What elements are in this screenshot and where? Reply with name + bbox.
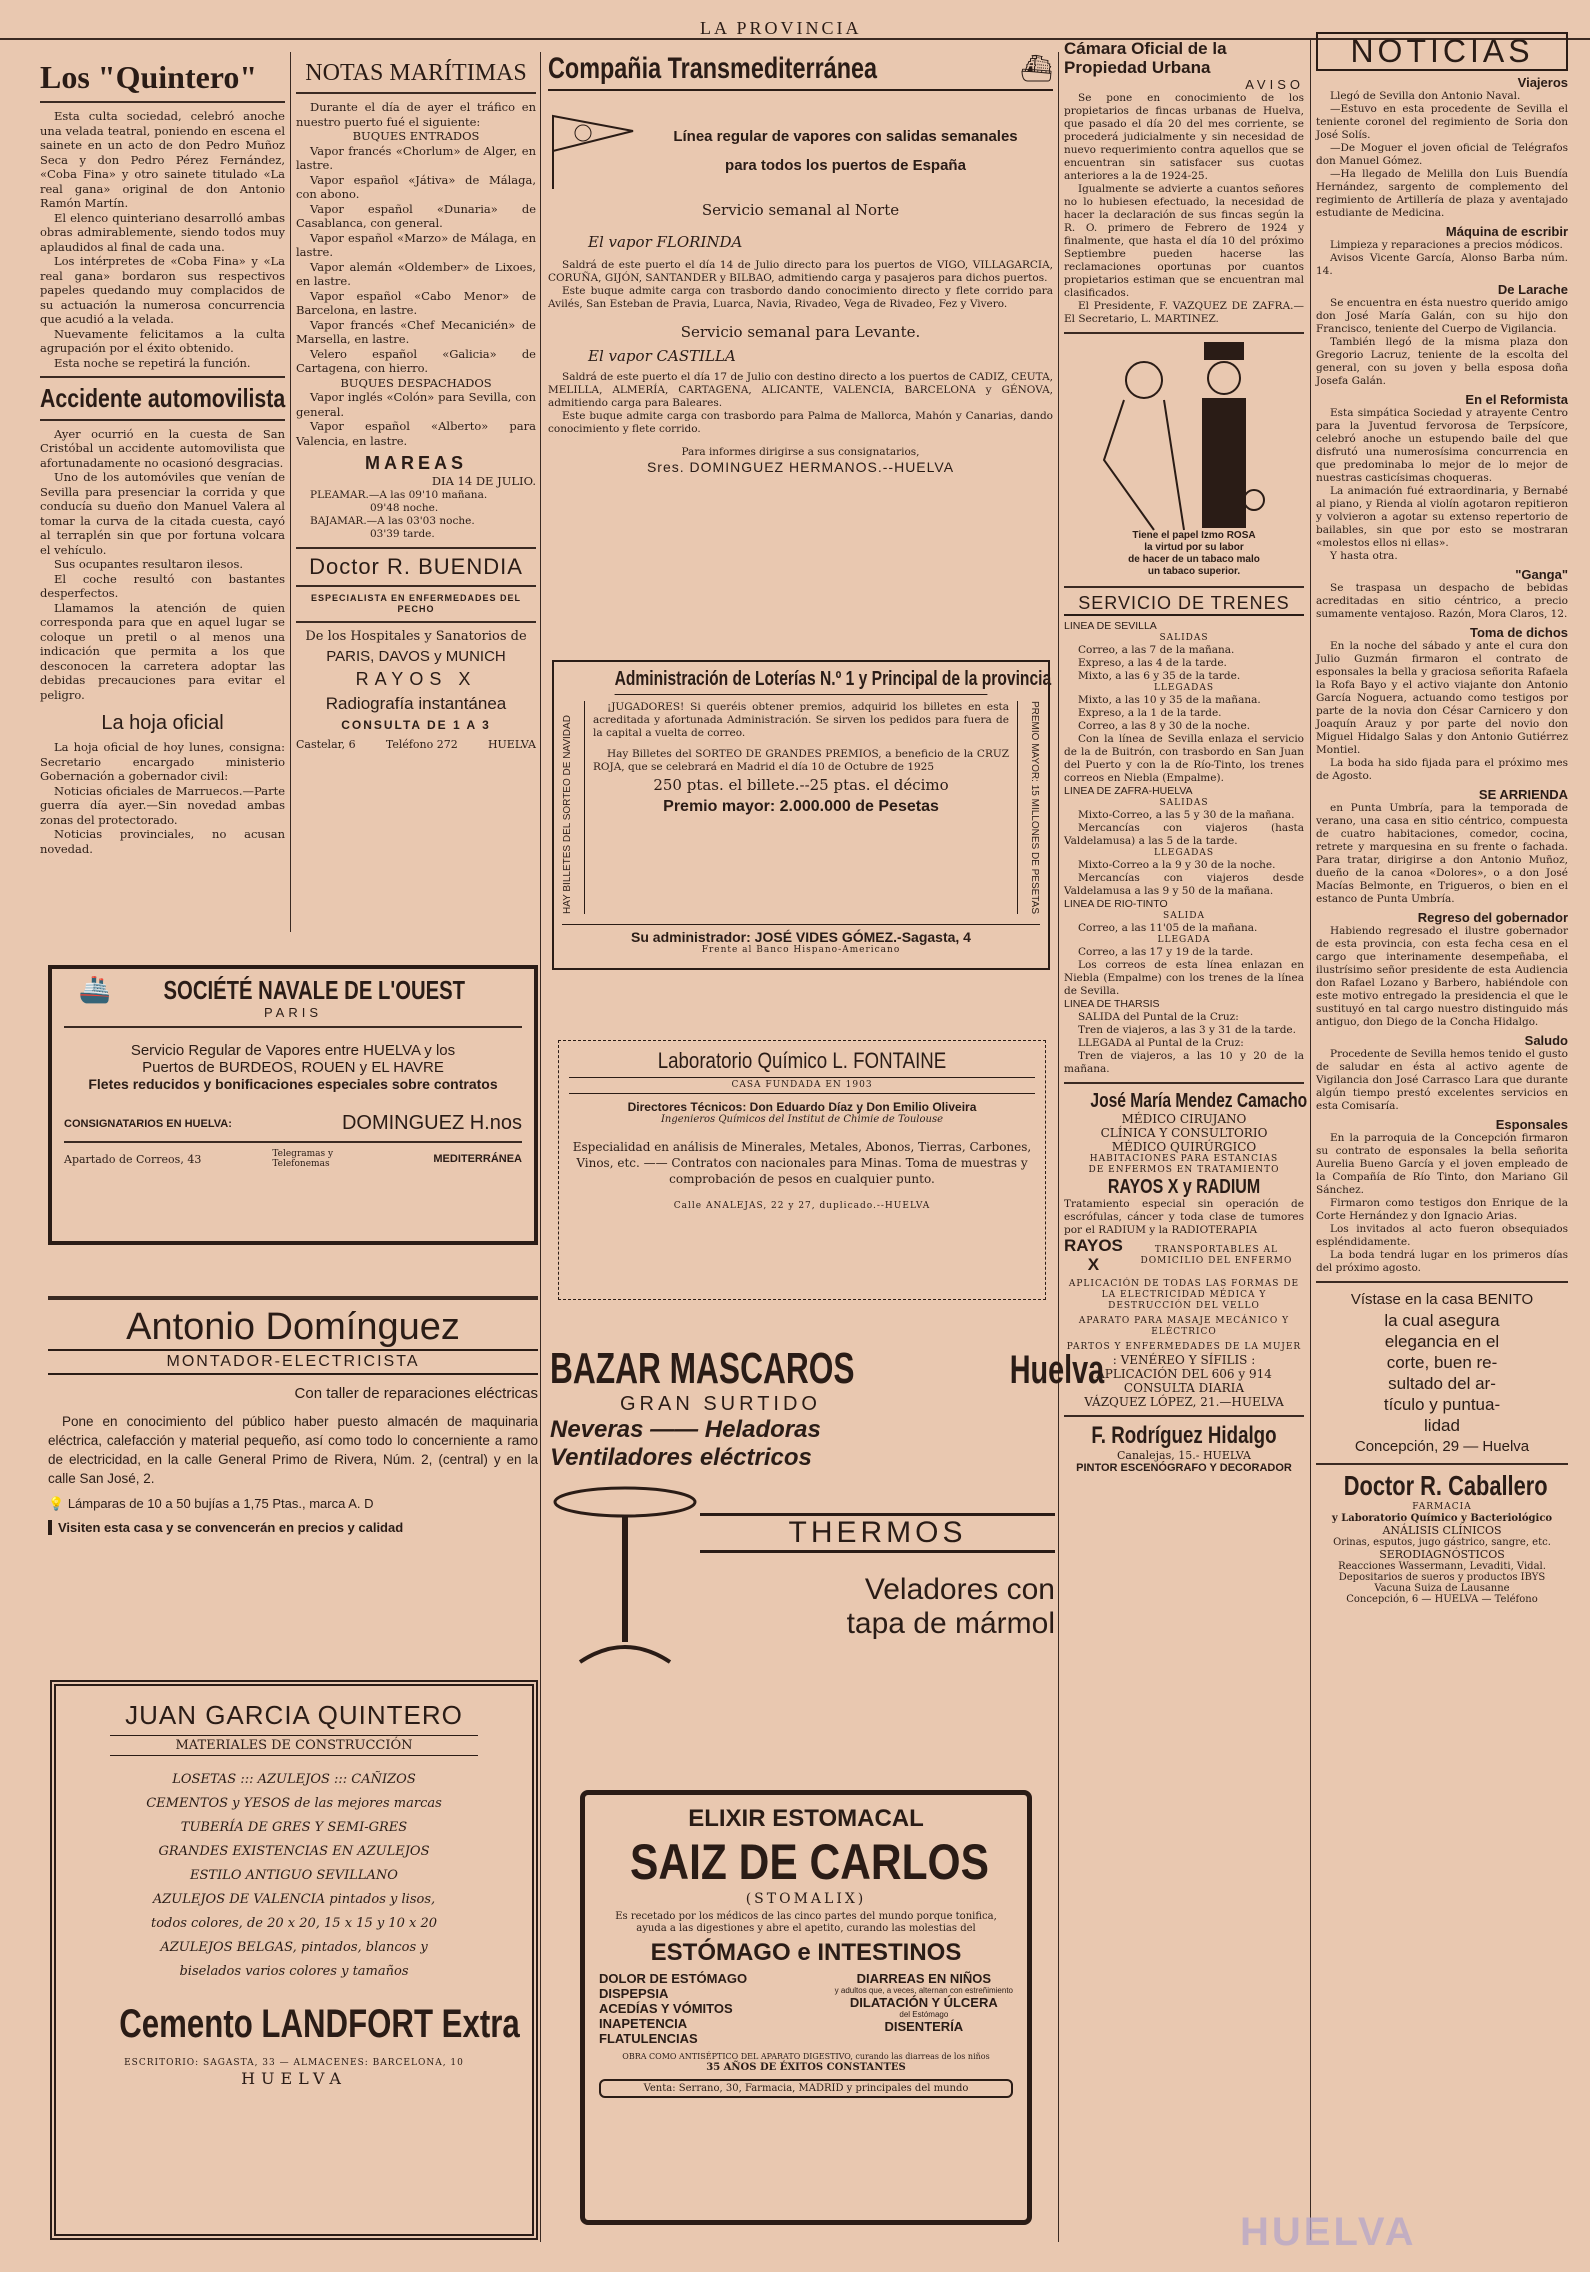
loteria-side-left: HAY BILLETES DEL SORTEO DE NAVIDAD bbox=[562, 715, 573, 915]
saiz-text: Es recetado por los médicos de las cinco partes del mundo porque tonifica, ayuda a las digestiones y abre el apetito, curando las molestias del bbox=[615, 1911, 997, 1934]
despachado-item: Vapor español «Alberto» para Valencia, en lastre. bbox=[296, 419, 536, 448]
navale-line: Puertos de BURDEOS, ROUEN y EL HAVRE bbox=[142, 1059, 444, 1076]
table-icon bbox=[550, 1482, 700, 1672]
trenes-line-heading: LINEA DE RIO-TINTO bbox=[1064, 898, 1168, 911]
news-paragraph: En la parroquia de la Concepción firmaron su contrato de esponsales la bella señorita Aurelia Bueno García y el joven empleado de la Compañía de Río Tinto, don Mariano Gil Sánchez. bbox=[1316, 1132, 1568, 1197]
navale-cons-label: CONSIGNATARIOS EN HUELVA: bbox=[64, 1117, 232, 1130]
saiz-symptom: ACEDÍAS Y VÓMITOS bbox=[599, 2001, 733, 2016]
saiz-symptom: del Estómago bbox=[899, 2010, 949, 2019]
company-flag-icon bbox=[548, 111, 638, 191]
hidalgo-addr: Canalejas, 15.- HUELVA bbox=[1117, 1448, 1251, 1462]
camara-text: Igualmente se advierte a cuantos señores no lo hubiesen efectuado, la necesidad de hacer la declaración de sus fincas según la R. O. primero de Febrero de 1924 y finalmente, que hasta el día 10 del próximo Septiembre pueden hacerse las reclamaciones oportunas por cuantos propietarios estiman que se encuentran mal clasificados. bbox=[1064, 183, 1304, 300]
saiz-symptom: y adultos que, a veces, alternan con estreñimiento bbox=[834, 1986, 1013, 1995]
column-rule bbox=[1058, 52, 1059, 2242]
camara-text: Se pone en conocimiento de los propietarios de fincas urbanas de Huelva, que pasado el día 20 del mes corriente, se procederá judicialmente y sin necesidad de nuevo requerimiento contra aquellos que se encuentran sin satisfacer sus cuotas anteriores a la de 1924-25. bbox=[1064, 92, 1304, 183]
divider bbox=[1064, 332, 1304, 334]
entrado-item: Vapor español «Játiva» de Málaga, con abono. bbox=[296, 172, 536, 202]
trenes-llegadas: LLEGADAS bbox=[1153, 848, 1215, 859]
accidente-paragraph: El coche resultó con bastantes desperfectos. bbox=[40, 571, 285, 601]
tm-vessel-text: Este buque admite carga con trasbordo dando conocimiento directo y flete corrido para Avilés, San Esteban de Pravia, Luarca, Navia, Rivadeo, Vega de Rivadeo, Fez y Vivero. bbox=[548, 285, 1053, 310]
mendez-rayos: RAYOS X y RADIUM bbox=[1107, 1176, 1261, 1199]
buendia-line: PARIS, DAVOS y MUNICH bbox=[326, 647, 506, 665]
loteria-premio: Premio mayor: 2.000.000 de Pesetas bbox=[663, 798, 939, 815]
saiz-symptom: DILATACIÓN Y ÚLCERA bbox=[849, 1995, 998, 2010]
divider bbox=[48, 1296, 538, 1300]
divider bbox=[1316, 1463, 1568, 1465]
navale-title: SOCIÉTÉ NAVALE DE L'OUEST bbox=[163, 974, 465, 1005]
caballero-ad bbox=[1316, 1471, 1568, 1605]
trenes-line-heading: LINEA DE SEVILLA bbox=[1064, 620, 1157, 633]
fontaine-title: Laboratorio Químico L. FONTAINE bbox=[657, 1048, 947, 1073]
benito-line: elegancia en el bbox=[1384, 1332, 1500, 1352]
dominguez-text: Pone en conocimiento del público haber puesto almacén de maquinaria eléctrica, calefacción y material pequeño, así como todo lo concerniente a ramo de electricidad, en la calle General Primo de Rivera, Núm. 2, (central) y en la calle San José, 2. bbox=[48, 1414, 538, 1486]
quintero-paragraph: Nuevamente felicitamos a la culta agrupación por el éxito obtenido. bbox=[40, 326, 285, 356]
news-paragraph: Esta simpática Sociedad y atrayente Centro para la Juventud fervorosa de Terpsícore, celebró anoche un estupendo baile del que disfrutó una numerosísima concurrencia en que predominaba lo mejor de lo mejor de nuestras casticísimas choqueras. bbox=[1316, 407, 1568, 485]
section-heading: Esponsales bbox=[1495, 1117, 1568, 1133]
navale-apartado: Apartado de Correos, 43 bbox=[64, 1152, 202, 1166]
news-paragraph: También llegó de la misma plaza don Gregorio Lacruz, teniente de la escolta del general, con su joven y bella esposa doña Josefa Galán. bbox=[1316, 336, 1568, 388]
mendez-line: TRANSPORTABLES AL DOMICILIO DEL ENFERMO bbox=[1140, 1244, 1293, 1266]
saiz-symptom: INAPETENCIA bbox=[599, 2016, 688, 2031]
jgq-line: CEMENTOS y YESOS de las mejores marcas bbox=[146, 1796, 442, 1811]
column-5 bbox=[1316, 32, 1568, 2242]
news-paragraph: Habiendo regresado el ilustre gobernador de esta provincia, con esta fecha cesa en el cargo que interinamente desempeñaba, el ilustrísimo señor presidente de esta Audiencia don Rafael Lozano y Barbero, habiéndole con este motivo entregado la presidencia el que le sustituyó en tal cargo nuestro distinguido más antiguo, don Diego de la Concha Hidalgo. bbox=[1316, 925, 1568, 1029]
jgq-name: JUAN GARCIA QUINTERO bbox=[125, 1700, 463, 1730]
section-heading: Máquina de escribir bbox=[1445, 224, 1568, 240]
caballero-line: y Laboratorio Químico y Bacteriológico bbox=[1331, 1512, 1553, 1524]
divider bbox=[1064, 1082, 1304, 1084]
tren-item: LLEGADA al Puntal de la Cruz: bbox=[1078, 1037, 1244, 1050]
fontaine-ad bbox=[558, 1040, 1046, 1300]
transmediterranea-ad bbox=[548, 52, 1053, 652]
tren-item: Los correos de esta línea enlazan en Niebla (Empalme) con los trenes de la línea de Sevilla. bbox=[1064, 959, 1304, 998]
news-paragraph: Los invitados al acto fueron obsequiados espléndidamente. bbox=[1316, 1223, 1568, 1249]
news-paragraph: —De Moguer el joven oficial de Telégrafos don Manuel Gómez. bbox=[1316, 142, 1568, 168]
tren-item: Correo, a las 17 y 19 de la tarde. bbox=[1078, 946, 1254, 959]
loteria-text: Hay Billetes del SORTEO DE GRANDES PREMIOS, a beneficio de la CRUZ ROJA, que se celebrará en Madrid el día 10 de Octubre de 1925 bbox=[593, 748, 1009, 773]
tren-item: Expreso, a las 4 de la tarde. bbox=[1078, 657, 1227, 670]
bazar-line: Neveras —— Heladoras bbox=[550, 1416, 821, 1444]
bazar-line: Ventiladores eléctricos bbox=[550, 1444, 812, 1472]
news-paragraph: La boda ha sido fijada para el próximo mes de Agosto. bbox=[1316, 757, 1568, 783]
mendez-line: APARATO PARA MASAJE MECÁNICO Y ELÉCTRICO bbox=[1078, 1315, 1290, 1337]
news-paragraph: Se traspasa un despacho de bebidas acreditadas en sitio céntrico, a precio sumamente ventajoso. Razón, Mora Claros, 12. bbox=[1316, 582, 1568, 621]
saiz-symptom: DISENTERÍA bbox=[884, 2019, 964, 2034]
section-heading: "Ganga" bbox=[1515, 567, 1568, 583]
news-paragraph: En la noche del sábado y ante el cura don Julio Guzmán firmaron el contrato de esponsales la bella y graciosa señorita Rafaela la Rofa Bayo y el activo viajante don Antonio García Noguera, actuando como testigos por parte de la novia don César Carnicero y don Joaquín Arauz y por parte del novio don Miguel Hidalgo Salas y don Antonio Gutiérrez Montiel. bbox=[1316, 640, 1568, 757]
tm-levante: Servicio semanal para Levante. bbox=[680, 323, 921, 341]
quintero-title: Los "Quintero" bbox=[40, 59, 258, 95]
navale-med: MEDITERRÁNEA bbox=[433, 1153, 522, 1165]
mendez-rayos-x: RAYOS X bbox=[1064, 1236, 1123, 1274]
fontaine-dir: Directores Técnicos: Don Eduardo Díaz y Don Emilio Oliveira bbox=[627, 1100, 977, 1115]
bazar-veladores: tapa de mármol bbox=[846, 1607, 1055, 1641]
news-paragraph: Se encuentra en ésta nuestro querido amigo don José María Galán, con su hijo don Francisco, teniente del Cuerpo de Vigilancia. bbox=[1316, 297, 1568, 336]
loteria-side-right: PREMIO MAYOR: 15 MILLONES DE PESETAS bbox=[1029, 701, 1040, 915]
caballero-line: Vacuna Suiza de Lausanne bbox=[1374, 1582, 1510, 1594]
hoja-paragraph: Noticias provinciales, no acusan novedad. bbox=[40, 827, 285, 856]
entrado-item: Vapor español «Cabo Menor» de Barcelona, en lastre. bbox=[296, 288, 536, 318]
tren-item: SALIDA del Puntal de la Cruz: bbox=[1078, 1011, 1239, 1024]
section-heading: Regreso del gobernador bbox=[1417, 910, 1568, 926]
jgq-cemento: Cemento LANDFORT Extra bbox=[119, 2002, 520, 2046]
hidalgo-trade: PINTOR ESCENÓGRAFO Y DECORADOR bbox=[1076, 1461, 1292, 1474]
benito-line: corte, buen re- bbox=[1386, 1353, 1498, 1373]
jgq-line: biselados varios colores y tamaños bbox=[179, 1964, 409, 1979]
camara-firma: El Presidente, F. VAZQUEZ DE ZAFRA.—El Secretario, L. MARTINEZ. bbox=[1064, 300, 1304, 326]
news-paragraph: La animación fué extraordinaria, y Bernabé al piano, y Rienda al violín agotaron repitieron y volvieron a agotar su extenso repertorio de bailables, sin que por esto se mostraran «molestos ellos ni ellas». bbox=[1316, 485, 1568, 550]
jgq-city: HUELVA bbox=[241, 2069, 347, 2088]
smoking-men-illustration bbox=[1084, 340, 1284, 530]
buendia-line: CONSULTA DE 1 A 3 bbox=[341, 717, 491, 732]
mareas-date: DIA 14 DE JULIO. bbox=[431, 474, 536, 489]
divider bbox=[296, 585, 536, 587]
section-heading: En el Reformista bbox=[1465, 392, 1568, 408]
news-paragraph: Limpieza y reparaciones a precios módicos. bbox=[1330, 239, 1563, 252]
camara-aviso: AVISO bbox=[1245, 77, 1304, 93]
entrado-item: Vapor francés «Chef Mecanicién» de Marsella, en lastre. bbox=[296, 317, 536, 347]
saiz-ad bbox=[580, 1790, 1032, 2225]
rosa-line: la virtud por su labor bbox=[1144, 542, 1244, 554]
hoja-paragraph: La hoja oficial de hoy lunes, consigna: Secretario encargado ministerio Gobernación a gobernador civil: bbox=[40, 740, 285, 784]
saiz-symptom: DOLOR DE ESTÓMAGO bbox=[599, 1971, 748, 1986]
entrado-item: Velero español «Galicia» de Cartagena, con hierro. bbox=[296, 346, 536, 376]
divider bbox=[40, 376, 285, 378]
jgq-line: TUBERÍA DE GRES Y SEMI-GRES bbox=[180, 1820, 408, 1835]
bazar-name: BAZAR MASCAROS bbox=[550, 1344, 855, 1393]
jgq-line: AZULEJOS BELGAS, pintados, blancos y bbox=[160, 1940, 428, 1955]
mendez-line: DE ENFERMOS EN TRATAMIENTO bbox=[1088, 1165, 1280, 1176]
tm-norte: Servicio semanal al Norte bbox=[701, 201, 900, 219]
divider bbox=[64, 1141, 522, 1143]
caballero-name: Doctor R. Caballero bbox=[1343, 1470, 1548, 1502]
jgq-line: ESTILO ANTIGUO SEVILLANO bbox=[190, 1868, 398, 1883]
mendez-line: CONSULTA DIARIA bbox=[1123, 1380, 1245, 1395]
tren-item: Mixto, a las 6 y 35 de la tarde. bbox=[1078, 670, 1241, 683]
buendia-address: Castelar, 6 bbox=[296, 737, 356, 751]
benito-line: la cual asegura bbox=[1384, 1311, 1500, 1331]
saiz-symptom: DIARREAS EN NIÑOS bbox=[856, 1971, 992, 1986]
news-paragraph: en Punta Umbría, para la temporada de verano, una casa en sitio céntrico, compuesta de cuatro habitaciones, comedor, cocina, retrete y marquesina en su frente o fachada. Para tratar, dirigirse a don Antonio Muñoz, dueño de la canoa «Dolores», o a don José Macías Belmonte, en Trigueros, o bien en el estanco de Punta Umbría. bbox=[1316, 802, 1568, 906]
trenes-title: SERVICIO DE TRENES bbox=[1064, 594, 1304, 616]
entrados-heading: BUQUES ENTRADOS bbox=[352, 129, 480, 144]
accidente-title: Accidente automovilista bbox=[40, 383, 286, 414]
loteria-frente: Frente al Banco Hispano-Americano bbox=[701, 945, 901, 956]
entrado-item: Vapor alemán «Oldember» de Lixoes, en lastre. bbox=[296, 259, 536, 289]
fontaine-esp: Especialidad en análisis de Minerales, Metales, Abonos, Tierras, Carbones, Vinos, etc. —— Contratos con nacionales para Minas. Toma de muestras y comprobación de pesos en cualquier punto. bbox=[572, 1140, 1032, 1187]
benito-line: Concepción, 29 — Huelva bbox=[1354, 1438, 1530, 1456]
divider bbox=[1064, 586, 1304, 588]
column-4 bbox=[1064, 39, 1308, 2240]
trenes-salida: SALIDA bbox=[1163, 911, 1205, 922]
mareas-heading: MAREAS bbox=[364, 453, 467, 474]
navale-line: Fletes reducidos y bonificaciones especiales sobre contratos bbox=[88, 1076, 498, 1092]
accidente-paragraph: Sus ocupantes resultaron ilesos. bbox=[54, 557, 244, 572]
saiz-symptom: FLATULENCIAS bbox=[599, 2031, 698, 2046]
mendez-line: CLÍNICA Y CONSULTORIO bbox=[1100, 1126, 1268, 1141]
navale-city: PARIS bbox=[263, 1005, 323, 1020]
divider bbox=[296, 547, 536, 549]
lamp-icon: 💡 bbox=[48, 1496, 68, 1511]
caballero-line: Depositarios de sueros y productos IBYS bbox=[1338, 1571, 1546, 1583]
news-paragraph: —Estuvo en esta procedente de Sevilla el teniente coronel del regimiento de Soria don José Solís. bbox=[1316, 103, 1568, 142]
divider bbox=[40, 419, 285, 421]
camara-title: Cámara Oficial de la Propiedad Urbana bbox=[1064, 39, 1227, 77]
divider bbox=[64, 1026, 522, 1028]
tren-item: Mixto-Correo a la 9 y 30 de la noche. bbox=[1078, 859, 1276, 872]
rosa-line: Tiene el papel Izmo ROSA bbox=[1132, 530, 1256, 542]
entrado-item: Vapor español «Marzo» de Málaga, en lastre. bbox=[296, 230, 536, 260]
benito-line: lidad bbox=[1424, 1416, 1460, 1436]
buendia-ad bbox=[296, 555, 536, 751]
hidalgo-name: F. Rodríguez Hidalgo bbox=[1091, 1421, 1277, 1449]
jgq-line: todos colores, de 20 x 20, 15 x 15 y 10 x 20 bbox=[151, 1916, 437, 1931]
tm-vessel-2: El vapor CASTILLA bbox=[588, 347, 736, 365]
bazar-city: Huelva bbox=[1009, 1348, 1105, 1392]
column-rule bbox=[540, 52, 541, 2242]
mendez-line: MÉDICO QUIRÚRGICO bbox=[1111, 1140, 1257, 1155]
entrado-item: Vapor francés «Chorlum» de Alger, en lastre. bbox=[296, 143, 536, 173]
saiz-venta: Venta: Serrano, 30, Farmacia, MADRID y principales del mundo bbox=[599, 2079, 1013, 2098]
navale-tel: Telegramas y Telefonemas bbox=[272, 1149, 334, 1169]
news-paragraph: Llegó de Sevilla don Antonio Naval. bbox=[1330, 90, 1521, 103]
saiz-line: ELIXIR ESTOMACAL bbox=[688, 1805, 924, 1832]
tren-item: Expreso, a la 1 de la tarde. bbox=[1078, 707, 1222, 720]
saiz-brand: SAIZ DE CARLOS bbox=[630, 1834, 989, 1890]
loteria-text: ¡JUGADORES! Si queréis obtener premios, adquirid los billetes en esta acreditada y afortunada Administración. Se sirven los pedidos para fuera de la capital a vuelta de correo. bbox=[593, 701, 1009, 739]
mendez-ad bbox=[1064, 1090, 1308, 1409]
caballero-line: SERODIAGNÓSTICOS bbox=[1379, 1547, 1505, 1561]
quintero-materiales-ad bbox=[50, 1680, 538, 2240]
tren-item: Mixto, a las 10 y 35 de la mañana. bbox=[1078, 694, 1261, 707]
tren-item: Tren de viajeros, a las 10 y 20 de la mañana. bbox=[1064, 1050, 1304, 1076]
saiz-symptom: DISPEPSIA bbox=[599, 1986, 669, 2001]
jgq-escritorio: ESCRITORIO: SAGASTA, 33 — ALMACENES: BARCELONA, 10 bbox=[124, 2058, 464, 2068]
buendia-name: Doctor R. BUENDIA bbox=[309, 553, 523, 579]
quintero-paragraph: Esta culta sociedad, celebró anoche una velada teatral, poniendo en escena el sainete en un acto de don Pedro Muñoz Seca y don Pedro Pérez Fernández, «Coba Fina» y otro sainete titulado «La real gana» original de don Antonio Ramón Martín. bbox=[40, 109, 285, 211]
column-rule bbox=[290, 52, 291, 932]
buendia-phone: Teléfono 272 bbox=[385, 737, 458, 751]
despachado-item: Vapor inglés «Colón» para Sevilla, con general. bbox=[296, 390, 536, 419]
section-heading: SE ARRIENDA bbox=[1478, 787, 1568, 803]
saiz-line: (STOMALIX) bbox=[745, 1891, 867, 1907]
section-heading: Saludo bbox=[1524, 1033, 1568, 1049]
hoja-title: La hoja oficial bbox=[101, 712, 224, 735]
caballero-line: Reacciones Wassermann, Levaditi, Vidal. bbox=[1338, 1560, 1546, 1572]
bazar-ad bbox=[550, 1344, 1105, 1745]
divider bbox=[1064, 1415, 1304, 1417]
dominguez-lamp bbox=[48, 1496, 538, 1512]
jgq-line: AZULEJOS DE VALENCIA pintados y lisos, bbox=[152, 1892, 436, 1907]
news-paragraph: Y hasta otra. bbox=[1330, 550, 1398, 563]
loteria-admin: Su administrador: JOSÉ VIDES GÓMEZ.-Sagasta, 4 bbox=[562, 924, 1040, 945]
mendez-line: APLICACIÓN DE TODAS LAS FORMAS DE LA ELECTRICIDAD MÉDICA Y DESTRUCCIÓN DEL VELLO bbox=[1068, 1278, 1300, 1311]
mendez-line: Tratamiento especial sin operación de escrófulas, cáncer y toda clase de tumores por el RADIUM y la RADIOTERAPIA bbox=[1064, 1198, 1304, 1237]
buendia-spec: ESPECIALISTA EN ENFERMEDADES DEL PECHO bbox=[310, 592, 522, 614]
divider bbox=[296, 92, 536, 94]
tren-item: Correo, a las 11'05 de la mañana. bbox=[1078, 922, 1258, 935]
steamship-icon: 🚢 bbox=[78, 975, 111, 1005]
tren-item: Con la línea de Sevilla enlaza el servicio de la de Buitrón, con trasbordo en San Juan del Puerto y con la de Río-Tinto, los trenes correos en Niebla (Empalme). bbox=[1064, 733, 1304, 785]
fontaine-addr: Calle ANALEJAS, 22 y 27, duplicado.--HUELVA bbox=[673, 1201, 931, 1212]
column-1 bbox=[40, 60, 285, 930]
loteria-ad bbox=[552, 660, 1050, 970]
mendez-line: APLICACIÓN DEL 606 y 914 bbox=[1096, 1366, 1272, 1381]
dominguez-role: MONTADOR-ELECTRICISTA bbox=[48, 1349, 538, 1375]
navale-ad bbox=[48, 965, 538, 1245]
dominguez-ad bbox=[48, 1290, 538, 1620]
bajamar: BAJAMAR.—A las 03'03 noche. bbox=[310, 514, 475, 527]
trenes-salidas: SALIDAS bbox=[1159, 633, 1209, 644]
caballero-line: ANÁLISIS CLÍNICOS bbox=[1382, 1523, 1502, 1537]
divider bbox=[40, 101, 285, 103]
tm-consignatarios: Sres. DOMINGUEZ HERMANOS.--HUELVA bbox=[646, 459, 955, 475]
buendia-city: HUELVA bbox=[487, 737, 536, 751]
tren-item: Mercancías con viajeros (hasta Valdelamusa) a las 5 de la tarde. bbox=[1064, 822, 1304, 848]
fontaine-casa: CASA FUNDADA EN 1903 bbox=[569, 1077, 1035, 1094]
divider bbox=[1316, 1281, 1568, 1283]
tm-vessel-1: El vapor FLORINDA bbox=[588, 233, 743, 251]
bazar-thermos: THERMOS bbox=[700, 1513, 1055, 1553]
tren-item: Mixto-Correo, a las 5 y 30 de la mañana. bbox=[1078, 809, 1295, 822]
benito-line: Vístase en la casa BENITO bbox=[1350, 1291, 1534, 1309]
notas-title: NOTAS MARÍTIMAS bbox=[305, 60, 527, 86]
jgq-list bbox=[70, 1768, 518, 1984]
tm-vessel-text: Saldrá de este puerto el día 17 de Julio con destino directo a los puertos de CADIZ, CEUTA, MELILLA, ALMERÍA, CARTAGENA, ALICANTE, VALENCIA, BARCELONA y GÉNOVA, admitiendo carga para Baleares. bbox=[548, 371, 1053, 409]
navale-cons: DOMINGUEZ H.nos bbox=[341, 1112, 522, 1134]
mendez-line: : VENÉREO Y SÍFILIS : bbox=[1112, 1352, 1256, 1367]
accidente-paragraph: Ayer ocurrió en la cuesta de San Cristóbal un accidente automovilista que afortunadamente no ocasionó desgracias. bbox=[40, 426, 285, 470]
tm-informes: Para informes dirigirse a sus consignatarios, bbox=[681, 446, 920, 458]
news-paragraph: Firmaron como testigos don Enrique de la Corte Hernández y don Ignacio Arias. bbox=[1316, 1197, 1568, 1223]
divider bbox=[296, 621, 536, 623]
section-heading: Viajeros bbox=[1517, 75, 1568, 91]
section-heading: Toma de dichos bbox=[1470, 625, 1568, 641]
loteria-price: 250 ptas. el billete.--25 ptas. el décimo bbox=[653, 776, 949, 794]
dominguez-visit: Visiten esta casa y se convencerán en precios y calidad bbox=[48, 1520, 538, 1535]
column-2 bbox=[296, 60, 536, 930]
news-paragraph: Procedente de Sevilla hemos tenido el gusto de saludar en ésta al activo agente de Vigilancia don José Carrasco Lara que durante algún tiempo prestó excelentes servicios en esta Comisaría. bbox=[1316, 1048, 1568, 1113]
steamship-icon: ⛴ bbox=[1019, 53, 1053, 84]
accidente-paragraph: Llamamos la atención de quien corresponda para que en aquel lugar se coloque un pretil o al menos una indicación que permita a los que desconocen la carretera adoptar las debidas precauciones para evitar el peligro. bbox=[40, 600, 285, 702]
tren-item: Mercancías con viajeros desde Valdelamusa a las 9 y 50 de la mañana. bbox=[1064, 872, 1304, 898]
rosa-line: un tabaco superior. bbox=[1147, 566, 1241, 578]
despachados-heading: BUQUES DESPACHADOS bbox=[340, 375, 492, 390]
jgq-line: LOSETAS ::: AZULEJOS ::: CAÑIZOS bbox=[172, 1772, 416, 1787]
tren-item: Tren de viajeros, a las 3 y 31 de la tarde. bbox=[1078, 1024, 1296, 1037]
accidente-paragraph: Uno de los automóviles que venían de Sevilla para presenciar la corrida y que conducía su dueño don Manuel Valera al tomar la curva de la citada cuesta, cayó al terraplén sin que por fortuna volcara el vehículo. bbox=[40, 470, 285, 557]
notas-intro: Durante el día de ayer el tráfico en nuestro puerto fué el siguiente: bbox=[296, 100, 536, 129]
caballero-line: Orinas, esputos, jugo gástrico, sangre, etc. bbox=[1333, 1536, 1551, 1548]
tren-item: Correo, a las 7 de la mañana. bbox=[1078, 644, 1235, 657]
tm-vessel-text: Saldrá de este puerto el día 14 de Julio directo para los puertos de VIGO, VILLAGARCIA, CORUÑA, GIJÓN, SANTANDER y BILBAO, admitiendo carga y pasajeros para dichos puertos. bbox=[548, 259, 1053, 284]
news-paragraph: Avisos Vicente García, Alonso Barba núm. 14. bbox=[1316, 252, 1568, 278]
mendez-line: VÁZQUEZ LÓPEZ, 21.—HUELVA bbox=[1084, 1394, 1284, 1409]
quintero-paragraph: Esta noche se repetirá la función. bbox=[54, 355, 251, 370]
news-paragraph: —Ha llegado de Melilla don Luis Buendía Hernández, sargento de complemento del regimiento de Artillería de plaza y aventajado estudiante de Medicina. bbox=[1316, 168, 1568, 220]
benito-line: sultado del ar- bbox=[1388, 1374, 1496, 1394]
caballero-line: Concepción, 6 — HUELVA — Teléfono bbox=[1346, 1593, 1538, 1605]
trenes-llegadas: LLEGADAS bbox=[1153, 683, 1215, 694]
benito-ad bbox=[1316, 1289, 1568, 1457]
jgq-sub: MATERIALES DE CONSTRUCCIÓN bbox=[110, 1735, 478, 1756]
buendia-line: Radiografía instantánea bbox=[325, 693, 507, 713]
pleamar-2: 09'48 noche. bbox=[370, 501, 439, 514]
tm-vessel-text: Este buque admite carga con trasbordo para Palma de Mallorca, Mahón y Canarias, dando conocimiento y flete corrido. bbox=[548, 410, 1053, 435]
trenes-line-heading: LINEA DE THARSIS bbox=[1064, 998, 1160, 1011]
jgq-line: GRANDES EXISTENCIAS EN AZULEJOS bbox=[158, 1844, 430, 1859]
saiz-line: ESTÓMAGO e INTESTINOS bbox=[650, 1939, 962, 1966]
caballero-line: FARMACIA bbox=[1412, 1501, 1472, 1512]
fontaine-ing: Ingenieros Químicos del Institut de Chimie de Toulouse bbox=[660, 1114, 944, 1126]
quintero-paragraph: El elenco quinteriano desarrolló ambas obras admirablemente, siendo todos muy aplaudidos al final de cada una. bbox=[40, 210, 285, 254]
tm-title: Compañia Transmediterránea bbox=[548, 52, 878, 85]
noticias-title: NOTICIAS bbox=[1316, 32, 1568, 71]
loteria-title: Administración de Loterías N.º 1 y Principal de la provincia bbox=[615, 668, 988, 695]
bazar-veladores: Veladores con bbox=[864, 1573, 1055, 1607]
dominguez-name: Antonio Domínguez bbox=[126, 1306, 460, 1348]
section-heading: De Larache bbox=[1497, 282, 1568, 298]
tren-item: Correo, a las 8 y 30 de la noche. bbox=[1078, 720, 1251, 733]
tm-line: Línea regular de vapores con salidas semanales bbox=[673, 128, 1018, 145]
pleamar: PLEAMAR.—A las 09'10 mañana. bbox=[310, 488, 488, 501]
hoja-paragraph: Noticias oficiales de Marruecos.—Parte guerra día ayer.—Sin novedad ambas zonas del protectorado. bbox=[40, 783, 285, 827]
hidalgo-ad bbox=[1064, 1423, 1304, 1474]
saiz-text: OBRA COMO ANTISÉPTICO DEL APARATO DIGESTIVO, curando las diarreas de los niños bbox=[622, 2052, 990, 2061]
masthead-title: LA PROVINCIA bbox=[700, 18, 862, 38]
benito-line: tículo y puntua- bbox=[1383, 1395, 1501, 1415]
dominguez-lamp-text: Lámparas de 10 a 50 bujías a 1,75 Ptas., marca A. D bbox=[67, 1496, 374, 1511]
column-rule bbox=[1310, 40, 1311, 2240]
trenes-line-heading: LINEA DE ZAFRA-HUELVA bbox=[1064, 785, 1193, 798]
bajamar-2: 03'39 tarde. bbox=[370, 527, 435, 540]
navale-line: Servicio Regular de Vapores entre HUELVA y los bbox=[130, 1042, 456, 1059]
trenes-salidas: SALIDAS bbox=[1159, 798, 1209, 809]
entrado-item: Vapor español «Dunaria» de Casablanca, con general. bbox=[296, 201, 536, 231]
archive-watermark: HUELVA bbox=[1240, 2210, 1417, 2254]
rosa-line: de hacer de un tabaco malo bbox=[1128, 554, 1260, 566]
buendia-line: RAYOS X bbox=[355, 668, 477, 689]
mendez-name: José María Mendez Camacho bbox=[1090, 1090, 1308, 1113]
trenes-llegada: LLEGADA bbox=[1157, 935, 1211, 946]
mendez-line: PARTOS Y ENFERMEDADES DE LA MUJER bbox=[1066, 1341, 1302, 1352]
tm-line: para todos los puertos de España bbox=[725, 157, 966, 174]
rosa-ad bbox=[1064, 340, 1304, 580]
saiz-text: 35 AÑOS DE ÉXITOS CONSTANTES bbox=[706, 2062, 906, 2073]
quintero-paragraph: Los intérpretes de «Coba Fina» y «La real gana» bordaron sus respectivos papeles quedando muy complacidos de su actuación la numerosa concurrencia que acudió a la velada. bbox=[40, 254, 285, 327]
buendia-line: De los Hospitales y Sanatorios de bbox=[305, 628, 527, 644]
mendez-line: HABITACIONES PARA ESTANCIAS bbox=[1089, 1154, 1279, 1165]
mendez-line: MÉDICO CIRUJANO bbox=[1121, 1112, 1247, 1127]
bazar-surtido: GRAN SURTIDO bbox=[620, 1393, 821, 1416]
dominguez-taller: Con taller de reparaciones eléctricas bbox=[294, 1385, 538, 1402]
news-paragraph: La boda tendrá lugar en los primeros días del próximo agosto. bbox=[1316, 1249, 1568, 1275]
